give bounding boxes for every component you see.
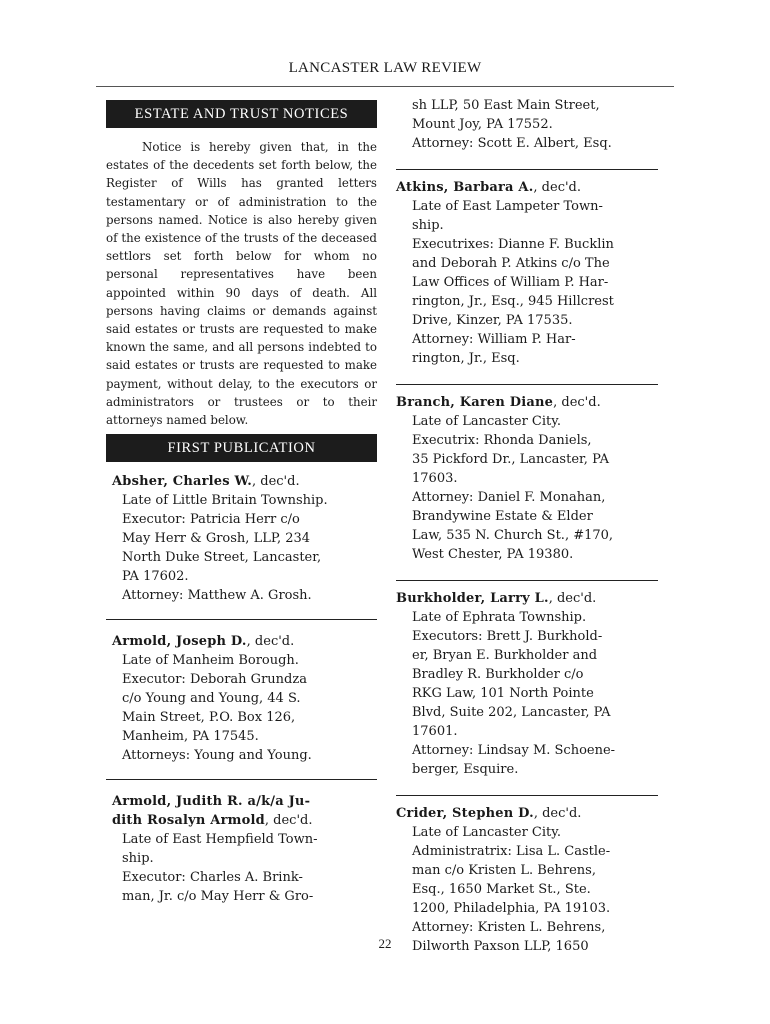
running-header: LANCASTER LAW REVIEW xyxy=(288,60,482,76)
notice-paragraph: Notice is hereby given that, in the estates of the decedents set forth below, the Register of Wills has granted letters testamentary or of administration to the persons named. Notice is also hereby given of the existence of the trusts of the deceased settlors set forth below for whom no personal representatives have been appointed within 90 days of death. All persons having claims or demands against said estates or trusts are requested to make known the same, and all persons indebted to said estates or trusts are requested to make payment, without delay, to the executors or administrators or trustees or to their attorneys named below. xyxy=(106,140,377,428)
decedent-name-continued: dith Rosalyn Armold xyxy=(112,813,265,829)
entry-line: Late of East Hempfield Town- xyxy=(122,832,318,848)
decedent-name: Armold, Joseph D. xyxy=(112,634,247,650)
entry-separator xyxy=(106,779,377,780)
estate-entry: Atkins, Barbara A., dec'd. Late of East Lampeter Town- ship. Executrixes: Dianne F. Bucklin and Deborah P. Atkins c/o The Law Offices of William P. Har- rington, Jr., Esq., 945 Hillcrest Drive, Kinzer, PA 17535. Attorney: William P. Har- rington, Jr., Esq. xyxy=(396,178,658,368)
decedent-name: Armold, Judith R. a/k/a Ju- xyxy=(112,794,311,810)
entry-line: Executors: Brett J. Burkhold- xyxy=(412,629,603,644)
entry-line: er, Bryan E. Burkholder and xyxy=(412,648,598,663)
entry-separator xyxy=(106,619,377,620)
entry-line: 17601. xyxy=(412,724,458,739)
entry-separator xyxy=(396,580,658,581)
entry-line: Manheim, PA 17545. xyxy=(122,729,259,745)
entry-line: Attorney: William P. Har- xyxy=(412,332,576,347)
entry-line: May Herr & Grosh, LLP, 234 xyxy=(122,531,311,547)
estate-entry: Armold, Judith R. a/k/a Ju- dith Rosalyn Armold, dec'd. Late of East Hempfield Town- ship. Executor: Charles A. Brink- man, Jr. c/o May Herr & Gro- xyxy=(106,792,377,906)
decedent-name: Atkins, Barbara A. xyxy=(396,180,534,195)
entry-line: Bradley R. Burkholder c/o xyxy=(412,667,584,682)
entry-separator xyxy=(396,384,658,385)
entry-line: rington, Jr., Esq., 945 Hillcrest xyxy=(412,294,614,309)
entry-line: rington, Jr., Esq. xyxy=(412,351,520,366)
entry-line: North Duke Street, Lancaster, xyxy=(122,550,322,566)
entry-line: Attorney: Scott E. Albert, Esq. xyxy=(412,136,612,151)
page-number: 22 xyxy=(378,936,392,951)
decedent-name: Absher, Charles W. xyxy=(112,474,252,490)
section-title: ESTATE AND TRUST NOTICES xyxy=(106,100,377,128)
entry-line: Attorney: Lindsay M. Schoene- xyxy=(412,743,616,758)
entry-line: ship. xyxy=(122,851,154,867)
entry-line: Drive, Kinzer, PA 17535. xyxy=(412,313,573,328)
entry-line: c/o Young and Young, 44 S. xyxy=(122,691,301,707)
entry-line: Mount Joy, PA 17552. xyxy=(412,117,553,132)
entry-line: Late of Lancaster City. xyxy=(412,825,562,840)
entry-separator xyxy=(396,795,658,796)
entry-line: Attorney: Matthew A. Grosh. xyxy=(122,588,312,604)
entry-line: ship. xyxy=(412,218,444,233)
decedent-name: Crider, Stephen D. xyxy=(396,806,534,821)
estate-entry: Branch, Karen Diane, dec'd. Late of Lancaster City. Executrix: Rhonda Daniels, 35 Pickford Dr., Lancaster, PA 17603. Attorney: Daniel F. Monahan, Brandywine Estate & Elder Law, 535 N. Church St., #170, West Chester, PA 19380. xyxy=(396,393,658,564)
entry-line: 1200, Philadelphia, PA 19103. xyxy=(412,901,611,916)
entry-line: Blvd, Suite 202, Lancaster, PA xyxy=(412,705,611,720)
entry-line: Executrix: Rhonda Daniels, xyxy=(412,433,592,448)
entry-line: Late of East Lampeter Town- xyxy=(412,199,603,214)
header-rule xyxy=(96,86,674,87)
entry-line: Executor: Deborah Grundza xyxy=(122,672,307,688)
entry-line: Late of Lancaster City. xyxy=(412,414,562,429)
entry-line: Executor: Patricia Herr c/o xyxy=(122,512,300,528)
entry-line: Administratrix: Lisa L. Castle- xyxy=(412,844,611,859)
left-column xyxy=(106,100,377,906)
entry-line: Late of Ephrata Township. xyxy=(412,610,587,625)
entry-line: man c/o Kristen L. Behrens, xyxy=(412,863,596,878)
publication-heading: FIRST PUBLICATION xyxy=(106,434,377,462)
entry-line: Late of Little Britain Township. xyxy=(122,493,328,509)
estate-entry: Absher, Charles W., dec'd. Late of Little Britain Township. Executor: Patricia Herr c/o May Herr & Grosh, LLP, 234 North Duke Street, Lancaster, PA 17602. Attorney: Matthew A. Grosh. xyxy=(106,472,377,605)
entry-line: and Deborah P. Atkins c/o The xyxy=(412,256,610,271)
entry-line: West Chester, PA 19380. xyxy=(412,547,574,562)
entry-separator xyxy=(396,169,658,170)
decedent-name: Burkholder, Larry L. xyxy=(396,591,549,606)
entry-line: Executrixes: Dianne F. Bucklin xyxy=(412,237,614,252)
estate-entry: Armold, Joseph D., dec'd. Late of Manheim Borough. Executor: Deborah Grundza c/o Young and Young, 44 S. Main Street, P.O. Box 126, Manheim, PA 17545. Attorneys: Young and Young. xyxy=(106,632,377,765)
entry-line: man, Jr. c/o May Herr & Gro- xyxy=(122,889,314,905)
entry-line: Attorney: Kristen L. Behrens, xyxy=(412,920,606,935)
entry-line: Attorneys: Young and Young. xyxy=(122,748,312,764)
entry-line: 35 Pickford Dr., Lancaster, PA xyxy=(412,452,610,467)
decedent-name: Branch, Karen Diane xyxy=(396,395,554,410)
estate-entry: Burkholder, Larry L., dec'd. Late of Ephrata Township. Executors: Brett J. Burkhold- er, Bryan E. Burkholder and Bradley R. Burkholder c/o RKG Law, 101 North Pointe Blvd, Suite 202, Lancaster, PA 17601. Attorney: Lindsay M. Schoene- berger, Esquire. xyxy=(396,589,658,779)
entry-line: Esq., 1650 Market St., Ste. xyxy=(412,882,591,897)
entry-line: Executor: Charles A. Brink- xyxy=(122,870,303,886)
continued-entry xyxy=(396,96,658,153)
entry-line: Late of Manheim Borough. xyxy=(122,653,299,669)
entry-line: Law, 535 N. Church St., #170, xyxy=(412,528,614,543)
entry-line: Brandywine Estate & Elder xyxy=(412,509,593,524)
entry-line: PA 17602. xyxy=(122,569,189,585)
entry-line: Attorney: Daniel F. Monahan, xyxy=(412,490,606,505)
entry-line: sh LLP, 50 East Main Street, xyxy=(412,98,600,113)
right-column xyxy=(396,96,658,956)
entry-line: Dilworth Paxson LLP, 1650 xyxy=(412,939,589,954)
entry-line: berger, Esquire. xyxy=(412,762,519,777)
entry-line: RKG Law, 101 North Pointe xyxy=(412,686,594,701)
entry-line: Main Street, P.O. Box 126, xyxy=(122,710,296,726)
estate-entry: Crider, Stephen D., dec'd. Late of Lancaster City. Administratrix: Lisa L. Castle- man c/o Kristen L. Behrens, Esq., 1650 Market St., Ste. 1200, Philadelphia, PA 19103. Attorney: Kristen L. Behrens, Dilworth Paxson LLP, 1650 xyxy=(396,804,658,956)
entry-line: Law Offices of William P. Har- xyxy=(412,275,609,290)
entry-line: 17603. xyxy=(412,471,458,486)
